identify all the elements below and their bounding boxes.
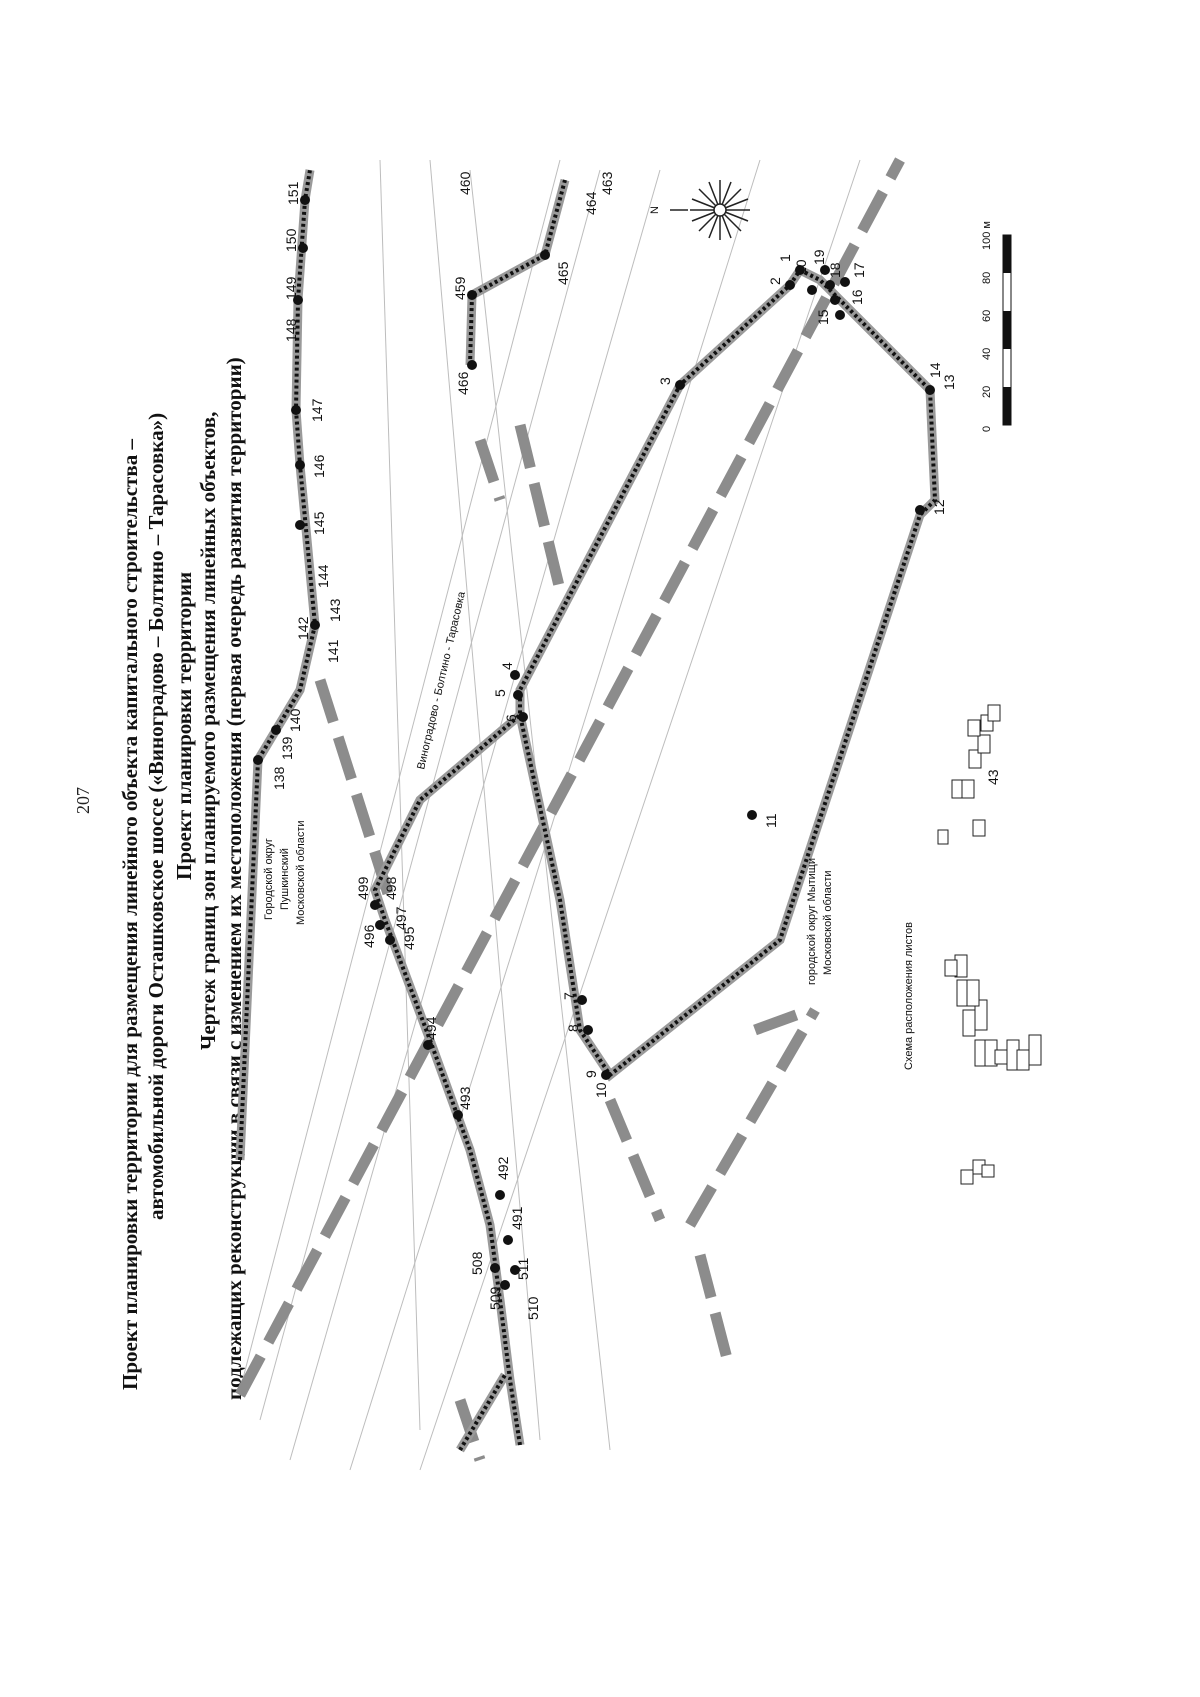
point-508 [490,1263,500,1273]
label-17: 17 [851,262,867,278]
scale-label-0: 0 [981,425,993,432]
title-line-5: подлежащих реконструкции в связи с изменением их местоположения (первая очередь развития территории) [222,357,246,1400]
label-13: 13 [941,374,957,390]
zone-lines [240,170,935,1450]
label-149: 149 [283,276,299,300]
point-142 [310,620,320,630]
label-463: 463 [599,171,615,195]
label-497: 497 [393,906,409,930]
label-138: 138 [271,766,287,790]
label-10: 10 [593,1082,609,1098]
point-14 [925,385,935,395]
label-493: 493 [457,1086,473,1110]
title-line-3: Проект планировки территории [172,571,196,880]
compass-icon [649,180,750,240]
label-140: 140 [287,708,303,732]
label-466: 466 [455,371,471,395]
label-498: 498 [383,876,399,900]
label-11: 11 [763,813,779,828]
point-3 [675,380,685,390]
label-142: 142 [295,616,311,640]
label-5: 5 [492,689,508,697]
point-18 [825,280,835,290]
scale-label-40: 40 [981,347,993,360]
point-146 [295,460,305,470]
label-147: 147 [309,398,325,422]
point-20 [807,285,817,295]
point-145 [295,520,305,530]
title-line-1: Проект планировки территории для размещения линейного объекта капитального строительства – [118,439,142,1390]
scale-bar [981,221,1011,432]
point-495 [385,935,395,945]
label-9: 9 [583,1070,599,1078]
point-15 [830,295,840,305]
label-459: 459 [452,276,468,300]
point-466 [467,360,477,370]
label-151: 151 [285,181,301,205]
label-144: 144 [315,564,331,588]
label-145: 145 [311,511,327,535]
point-499 [370,900,380,910]
point-459 [467,290,477,300]
point-147 [291,405,301,415]
point-150 [298,243,308,253]
label-509: 509 [487,1286,503,1310]
label-143: 143 [327,598,343,622]
title-line-2: автомобильной дороги Осташковское шоссе («Виноградово – Болтино – Тарасовка») [144,412,168,1220]
label-491: 491 [509,1206,525,1230]
scale-label-60: 60 [981,309,993,322]
point-6 [518,712,528,722]
point-465 [540,250,550,260]
point-12 [915,505,925,515]
point-492 [495,1190,505,1200]
zone-boundaries [240,160,900,1460]
point-491 [503,1235,513,1245]
label-139: 139 [279,736,295,760]
label-20: 20 [793,259,809,275]
label-511: 511 [515,1257,531,1280]
page-number: 207 [73,787,93,814]
scale-label-100: 100 м [981,221,993,250]
point-4 [510,670,520,680]
label-3: 3 [657,377,673,385]
point-16 [835,310,845,320]
label-492: 492 [495,1156,511,1180]
label-12: 12 [931,499,947,515]
label-499: 499 [355,876,371,900]
label-1: 1 [777,254,793,262]
label-508: 508 [469,1251,485,1275]
label-150: 150 [283,228,299,252]
region-pushkino [263,820,307,925]
scale-label-80: 80 [981,271,993,284]
label-16: 16 [849,289,865,305]
label-18: 18 [827,262,843,278]
point-9 [601,1070,611,1080]
scale-label-20: 20 [981,385,993,398]
label-495: 495 [401,926,417,950]
label-141: 141 [325,639,341,663]
point-493 [453,1110,463,1120]
region-pushkino-line-2: Пушкинский [279,848,291,910]
sheet-scheme [903,705,1041,1184]
label-2: 2 [767,277,783,285]
label-8: 8 [565,1024,581,1032]
point-494 [423,1040,433,1050]
region-pushkino-line-3: Московской области [295,820,307,925]
label-464: 464 [583,191,599,215]
point-7 [577,995,587,1005]
point-151 [300,195,310,205]
label-6: 6 [503,714,519,722]
label-14: 14 [927,362,943,378]
compass-north-label: N [649,206,661,214]
label-494: 494 [423,1016,439,1040]
region-mytishchi-line-1: городской округ Мытищи [806,858,818,985]
label-19: 19 [811,249,827,265]
label-15: 15 [815,309,831,325]
label-7: 7 [561,992,577,1000]
sheet-scheme-title: Схема расположения листов [903,922,915,1070]
label-496: 496 [361,924,377,948]
label-146: 146 [311,454,327,478]
region-mytishchi [806,858,834,985]
point-8 [583,1025,593,1035]
label-148: 148 [283,318,299,342]
label-465: 465 [555,261,571,285]
point-11 [747,810,757,820]
point-140 [271,725,281,735]
road-label: Виноградово - Болтино - Тарасовка [415,590,468,771]
point-5 [513,690,523,700]
region-mytishchi-line-2: Московской области [822,870,834,975]
region-pushkino-line-1: Городской округ [263,838,275,920]
label-510: 510 [525,1296,541,1320]
label-460: 460 [457,171,473,195]
point-138 [253,755,263,765]
point-2 [785,280,795,290]
label-4: 4 [499,662,515,670]
title-line-4: Чертеж границ зон планируемого размещения линейных объектов, [196,411,220,1050]
sheet-scheme-number: 43 [985,769,1001,785]
